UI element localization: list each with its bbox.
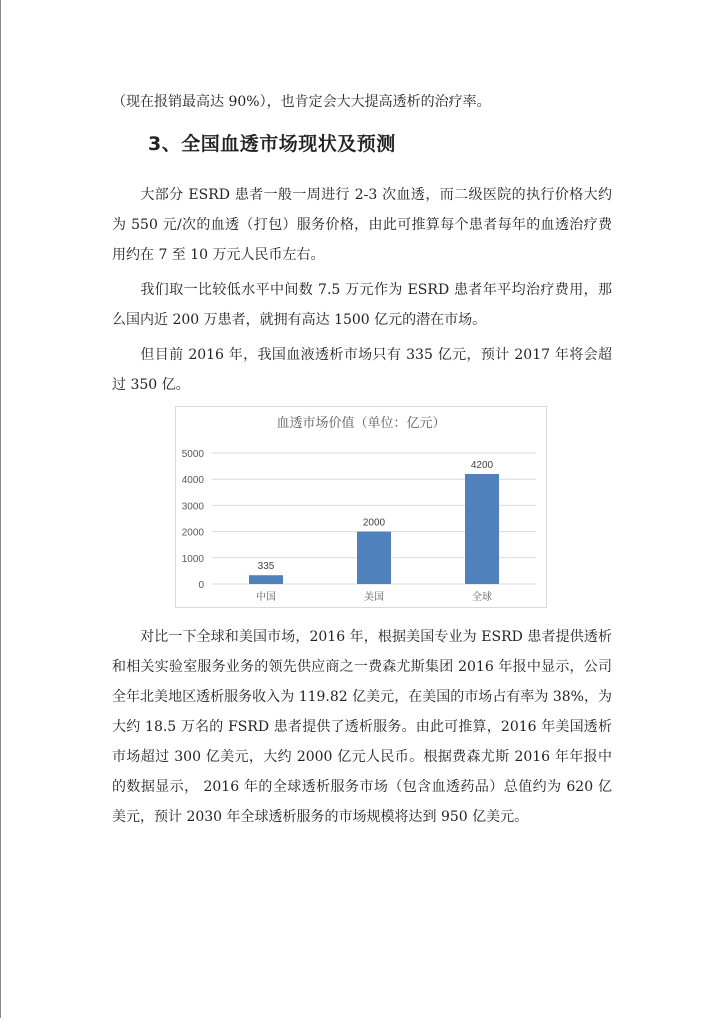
chart-bars [249,474,499,584]
page-left-border [0,0,1,1018]
bar-2 [465,474,499,584]
y-tick-label: 4000 [181,475,204,487]
bar-chart [175,406,547,608]
x-tick-label: 中国 [256,592,276,603]
y-tick-label: 5000 [181,449,204,460]
paragraph-current-market: 但目前 2016 年，我国血液透析市场只有 335 亿元，预计 2017 年将会超过 350 亿。 [112,347,612,393]
data-label: 2000 [362,517,386,529]
y-tick-label: 0 [198,580,204,591]
chart-x-ticks [256,590,492,603]
paragraph-potential-market: 我们取一比较低水平中间数 7.5 万元作为 ESRD 患者年平均治疗费用，那么国内近 200 万患者，就拥有高达 1500 亿元的潜在市场。 [112,282,612,328]
chart-y-ticks [182,449,205,591]
y-tick-label: 1000 [181,553,204,565]
data-label: 4200 [470,459,494,471]
bar-1 [357,532,391,584]
y-tick-label: 2000 [181,527,204,539]
bar-0 [249,575,283,584]
x-tick-label: 全球 [472,592,492,603]
paragraph-esrd-cost: 大部分 ESRD 患者一般一周进行 2-3 次血透，而二级医院的执行价格大约为 550 元/次的血透（打包）服务价格，由此可推算每个患者每年的血透治疗费用约在 7 至 10 万元人民币左右。 [112,187,612,263]
x-tick-label: 美国 [364,592,384,603]
paragraph-intro-fragment: （现在报销最高达 90%），也肯定会大大提高透析的治疗率。 [112,94,491,110]
data-label: 335 [257,561,275,573]
chart-title: 血透市场价值（单位：亿元） [276,415,446,430]
y-tick-label: 3000 [181,501,204,513]
bar-chart-canvas [176,407,546,607]
paragraph-global-us-market: 对比一下全球和美国市场，2016 年，根据美国专业为 ESRD 患者提供透析和相关实验室服务业务的领先供应商之一费森尤斯集团 2016 年报中显示，公司全年北美地区透析服务收入为 119.82 亿美元，在美国的市场占有率为 38%，为大约 18.5 万名的 FSRD 患者提供了透析服务。由此可推算，2016 年美国透析市场超过 300 亿美元，大约 2000 亿元人民币。根据费森尤斯 2016 年年报中的数据显示， 2016 年的全球透析服务市场（包含血透药品）总值约为 620 亿美元，预计 2030 年全球透析服务的市场规模将达到 950 亿美元。 [112,629,612,825]
section-heading: 3、全国血透市场现状及预测 [148,133,396,155]
